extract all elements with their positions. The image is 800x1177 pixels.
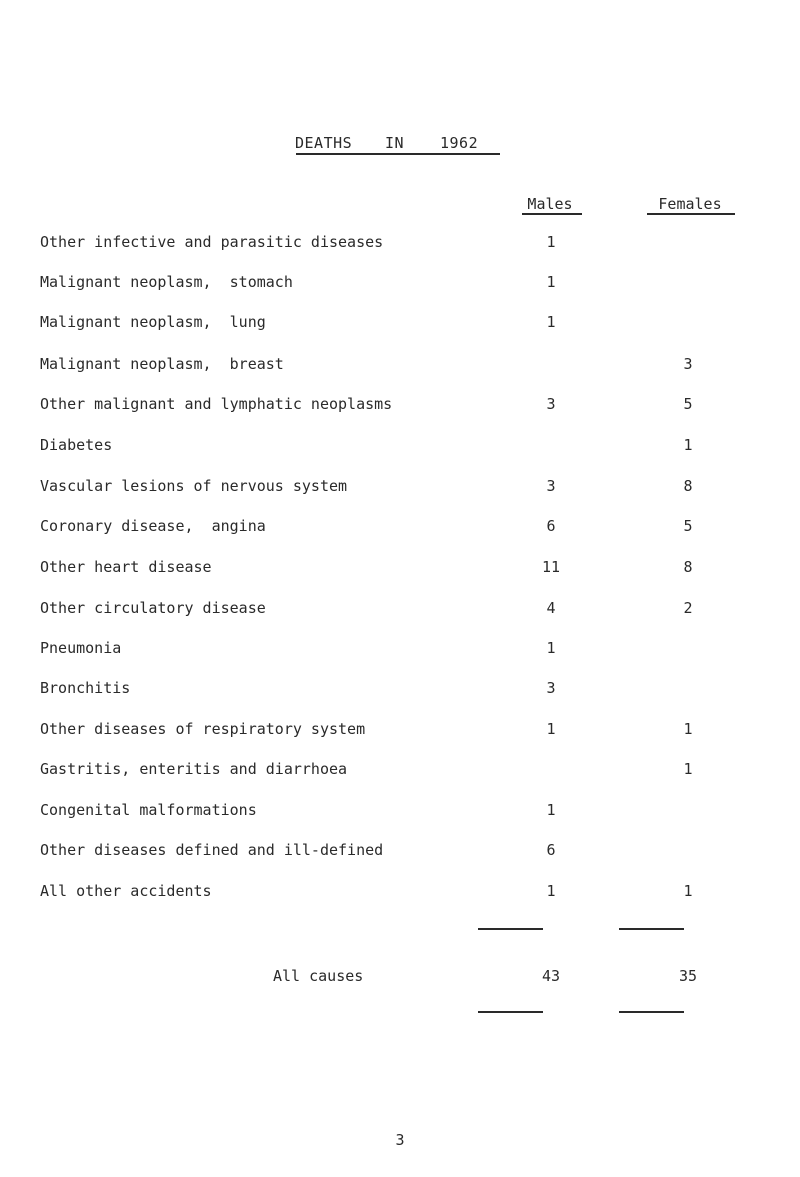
row-females-value: 3 (683, 355, 693, 373)
row-females-value: 2 (683, 599, 693, 617)
table-row (40, 759, 780, 779)
row-label: Other infective and parasitic diseases (40, 233, 384, 251)
column-header-females-underline (647, 213, 735, 215)
row-males-value: 4 (546, 599, 556, 617)
table-row (40, 638, 780, 658)
row-males-value: 1 (546, 273, 556, 291)
title-word-deaths: DEATHS (295, 134, 353, 152)
row-label: Coronary disease, angina (40, 517, 266, 535)
table-row (40, 678, 780, 698)
row-males-value: 1 (546, 233, 556, 251)
row-males-value: 1 (546, 639, 556, 657)
row-males-value: 1 (546, 313, 556, 331)
table-row (40, 516, 780, 536)
row-males-value: 6 (546, 841, 556, 859)
males-total-rule-top (478, 928, 543, 930)
column-header-females: Females (658, 195, 722, 213)
row-males-value: 1 (546, 882, 556, 900)
table-row (40, 476, 780, 496)
row-label: Congenital malformations (40, 801, 257, 819)
row-label: Bronchitis (40, 679, 131, 697)
females-total-rule-bottom (619, 1011, 684, 1013)
row-females-value: 1 (683, 720, 693, 738)
table-row (40, 800, 780, 820)
table-row (40, 312, 780, 332)
totals-label: All causes (273, 967, 364, 985)
row-females-value: 1 (683, 882, 693, 900)
row-females-value: 1 (683, 760, 693, 778)
row-males-value: 1 (546, 801, 556, 819)
row-label: Vascular lesions of nervous system (40, 477, 348, 495)
table-row (40, 354, 780, 374)
table-row (40, 557, 780, 577)
totals-females-value: 35 (678, 967, 698, 985)
title-word-in: IN (385, 134, 405, 152)
totals-males-value: 43 (541, 967, 561, 985)
table-row (40, 272, 780, 292)
table-row (40, 840, 780, 860)
page-title (295, 134, 505, 152)
row-label: Gastritis, enteritis and diarrhoea (40, 760, 348, 778)
row-label: Malignant neoplasm, breast (40, 355, 284, 373)
row-label: Pneumonia (40, 639, 122, 657)
row-males-value: 1 (546, 720, 556, 738)
page-number: 3 (395, 1131, 405, 1149)
table-row (40, 232, 780, 252)
table-row (40, 598, 780, 618)
table-row (40, 719, 780, 739)
row-label: All other accidents (40, 882, 212, 900)
row-females-value: 8 (683, 477, 693, 495)
males-total-rule-bottom (478, 1011, 543, 1013)
row-males-value: 3 (546, 477, 556, 495)
row-females-value: 8 (683, 558, 693, 576)
totals-row (40, 966, 780, 986)
column-header-males: Males (527, 195, 573, 213)
row-label: Malignant neoplasm, lung (40, 313, 266, 331)
row-label: Other heart disease (40, 558, 212, 576)
row-females-value: 1 (683, 436, 693, 454)
row-males-value: 3 (546, 679, 556, 697)
row-label: Other diseases of respiratory system (40, 720, 366, 738)
row-label: Other circulatory disease (40, 599, 266, 617)
females-total-rule-top (619, 928, 684, 930)
table-row (40, 435, 780, 455)
row-label: Other malignant and lymphatic neoplasms (40, 395, 393, 413)
title-year: 1962 (440, 134, 479, 152)
table-row (40, 881, 780, 901)
row-label: Diabetes (40, 436, 113, 454)
row-males-value: 11 (541, 558, 561, 576)
row-label: Other diseases defined and ill-defined (40, 841, 384, 859)
row-males-value: 3 (546, 395, 556, 413)
row-label: Malignant neoplasm, stomach (40, 273, 293, 291)
row-females-value: 5 (683, 517, 693, 535)
table-row (40, 394, 780, 414)
row-males-value: 6 (546, 517, 556, 535)
row-females-value: 5 (683, 395, 693, 413)
column-header-males-underline (522, 213, 582, 215)
title-underline (296, 153, 500, 155)
